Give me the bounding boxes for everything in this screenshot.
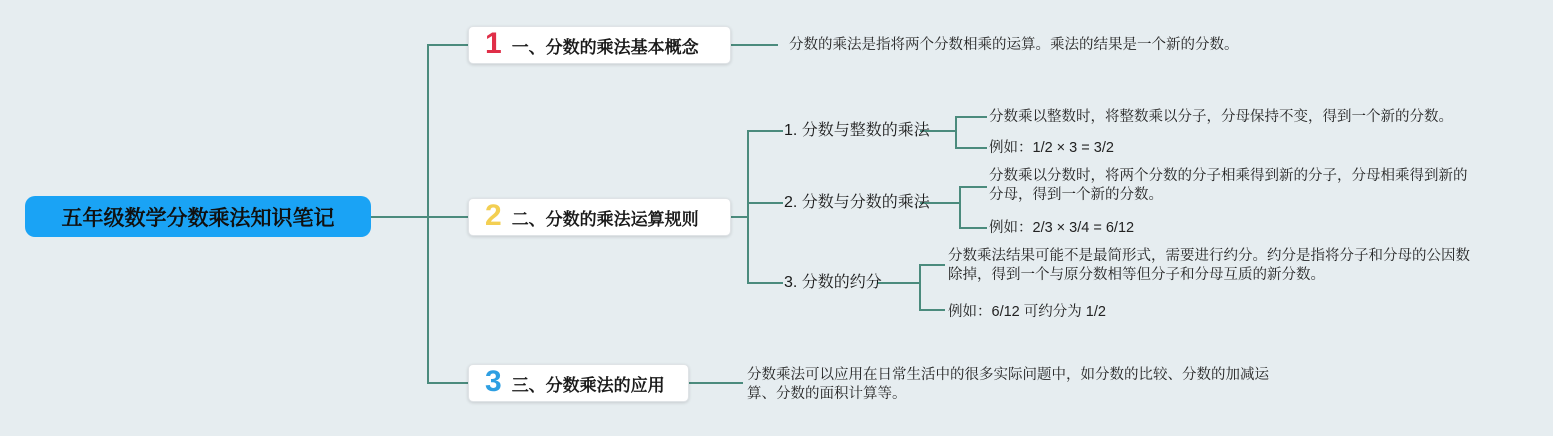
note-fraction-times-integer[interactable]: 分数乘以整数时，将整数乘以分子，分母保持不变，得到一个新的分数。	[989, 109, 1453, 125]
note-fraction-reduction[interactable]: 分数乘法结果可能不是最简形式，需要进行约分。约分是指将分子和分母的公因数除掉，得到一个与原分数相等但分子和分母互质的新分数。	[948, 248, 1470, 283]
note-applications[interactable]: 分数乘法可以应用在日常生活中的很多实际问题中，如分数的比较、分数的加减运算、分数的面积计算等。	[747, 367, 1269, 402]
note-fraction-times-fraction[interactable]: 分数乘以分数时，将两个分数的分子相乘得到新的分子，分母相乘得到新的分母，得到一个新的分数。	[989, 168, 1468, 203]
root-topic-label: 五年级数学分数乘法知识笔记	[61, 206, 335, 230]
example-fraction-reduction[interactable]: 例如：6/12 可约分为 1/2	[948, 304, 1106, 320]
example-fraction-times-fraction[interactable]: 例如：2/3 × 3/4 = 6/12	[989, 220, 1135, 236]
branch-number-badge: 3	[485, 365, 502, 398]
branch-label: 二、分数的乘法运算规则	[511, 209, 699, 229]
branch-number-badge: 1	[485, 27, 502, 60]
note-basic-concepts[interactable]: 分数的乘法是指将两个分数相乘的运算。乘法的结果是一个新的分数。	[789, 37, 1239, 53]
subtopic-fraction-reduction[interactable]: 3. 分数的约分	[784, 274, 882, 291]
branch-label: 一、分数的乘法基本概念	[511, 37, 699, 57]
subtopic-fraction-times-fraction[interactable]: 2. 分数与分数的乘法	[784, 194, 930, 211]
branch-operation-rules[interactable]	[468, 198, 731, 236]
branch-label: 三、分数乘法的应用	[511, 375, 665, 395]
subtopic-fraction-times-integer[interactable]: 1. 分数与整数的乘法	[784, 122, 930, 139]
branch-basic-concepts[interactable]	[468, 26, 731, 64]
example-fraction-times-integer[interactable]: 例如：1/2 × 3 = 3/2	[989, 140, 1114, 156]
branch-number-badge: 2	[485, 199, 502, 232]
root-topic[interactable]	[25, 196, 371, 237]
branch-applications[interactable]	[468, 364, 689, 402]
